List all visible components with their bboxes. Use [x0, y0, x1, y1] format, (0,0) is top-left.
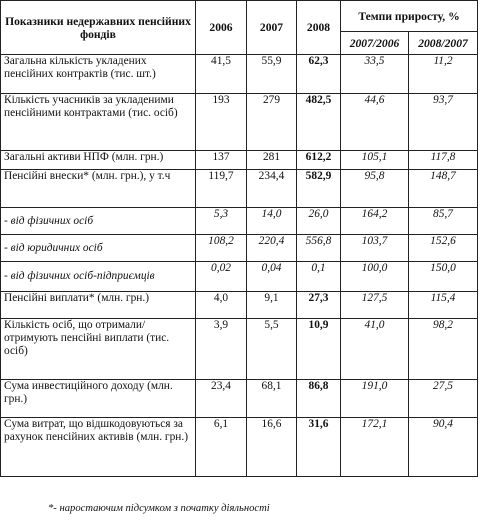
value-2006: 5,3 [196, 208, 247, 235]
growth-2007-2006: 100,0 [341, 262, 409, 292]
row-label: Кількість осіб, що отримали/ отримують пенсійні виплати (тис. осіб) [1, 319, 196, 380]
value-2007: 16,6 [247, 418, 297, 477]
growth-2008-2007: 27,5 [409, 380, 478, 418]
growth-2007-2006: 33,5 [341, 55, 409, 94]
table-row [1, 208, 478, 235]
value-2006: 41,5 [196, 55, 247, 94]
growth-2008-2007: 93,7 [409, 94, 478, 151]
row-label: Сума инвестиційного доходу (млн. грн.) [1, 380, 196, 418]
growth-2008-2007: 115,4 [409, 292, 478, 319]
value-2007: 281 [247, 151, 297, 170]
table-row [1, 319, 478, 380]
value-2008: 582,9 [297, 170, 341, 208]
value-2008: 556,8 [297, 235, 341, 262]
growth-2008-2007: 148,7 [409, 170, 478, 208]
growth-2007-2006: 172,1 [341, 418, 409, 477]
growth-2007-2006: 41,0 [341, 319, 409, 380]
value-2007: 279 [247, 94, 297, 151]
growth-2008-2007: 150,0 [409, 262, 478, 292]
growth-2007-2006: 191,0 [341, 380, 409, 418]
header-row [1, 1, 478, 32]
value-2008: 26,0 [297, 208, 341, 235]
header-indicators: Показники недержавних пенсійних фондів [1, 1, 196, 55]
table-row [1, 94, 478, 151]
value-2008: 0,1 [297, 262, 341, 292]
growth-2008-2007: 85,7 [409, 208, 478, 235]
value-2008: 31,6 [297, 418, 341, 477]
value-2006: 4,0 [196, 292, 247, 319]
value-2008: 482,5 [297, 94, 341, 151]
table-row [1, 55, 478, 94]
value-2007: 68,1 [247, 380, 297, 418]
header-year-2006: 2006 [196, 1, 247, 55]
growth-2007-2006: 44,6 [341, 94, 409, 151]
growth-2008-2007: 98,2 [409, 319, 478, 380]
table-row [1, 292, 478, 319]
row-label: - від фізичних осіб [1, 208, 196, 235]
row-label: Загальні активи НПФ (млн. грн.) [1, 151, 196, 170]
table-row [1, 262, 478, 292]
header-growth-rates: Темпи приросту, % [341, 1, 478, 32]
growth-2007-2006: 103,7 [341, 235, 409, 262]
footnote: *- наростаючим підсумком з початку діяльності [48, 503, 270, 514]
value-2007: 234,4 [247, 170, 297, 208]
value-2006: 137 [196, 151, 247, 170]
growth-2008-2007: 11,2 [409, 55, 478, 94]
growth-2008-2007: 117,8 [409, 151, 478, 170]
table-row [1, 170, 478, 208]
row-label: Пенсійні виплати* (млн. грн.) [1, 292, 196, 319]
table-row [1, 235, 478, 262]
value-2007: 220,4 [247, 235, 297, 262]
row-label: - від фізичних осіб-підприємців [1, 262, 196, 292]
value-2007: 0,04 [247, 262, 297, 292]
value-2008: 612,2 [297, 151, 341, 170]
row-label: Пенсійні внески* (млн. грн.), у т.ч [1, 170, 196, 208]
value-2007: 9,1 [247, 292, 297, 319]
row-label: Сума витрат, що відшкодовуються за рахунок пенсійних активів (млн. грн.) [1, 418, 196, 477]
value-2006: 108,2 [196, 235, 247, 262]
row-label: - від юридичних осіб [1, 235, 196, 262]
growth-2007-2006: 164,2 [341, 208, 409, 235]
header-year-2007: 2007 [247, 1, 297, 55]
table-row [1, 418, 478, 477]
value-2008: 27,3 [297, 292, 341, 319]
growth-2008-2007: 152,6 [409, 235, 478, 262]
growth-2008-2007: 90,4 [409, 418, 478, 477]
header-year-2008: 2008 [297, 1, 341, 55]
growth-2007-2006: 105,1 [341, 151, 409, 170]
row-label: Загальна кількість укладених пенсійних контрактів (тис. шт.) [1, 55, 196, 94]
header-growth-2007-2006: 2007/2006 [341, 32, 409, 55]
header-growth-2008-2007: 2008/2007 [409, 32, 478, 55]
value-2008: 86,8 [297, 380, 341, 418]
table-row [1, 380, 478, 418]
value-2007: 55,9 [247, 55, 297, 94]
value-2008: 62,3 [297, 55, 341, 94]
value-2006: 193 [196, 94, 247, 151]
value-2007: 14,0 [247, 208, 297, 235]
growth-2007-2006: 127,5 [341, 292, 409, 319]
growth-2007-2006: 95,8 [341, 170, 409, 208]
value-2008: 10,9 [297, 319, 341, 380]
row-label: Кількість учасників за укладеними пенсійними контрактами (тис. осіб) [1, 94, 196, 151]
value-2006: 3,9 [196, 319, 247, 380]
value-2006: 23,4 [196, 380, 247, 418]
value-2006: 0,02 [196, 262, 247, 292]
value-2006: 119,7 [196, 170, 247, 208]
table-row [1, 151, 478, 170]
value-2006: 6,1 [196, 418, 247, 477]
value-2007: 5,5 [247, 319, 297, 380]
